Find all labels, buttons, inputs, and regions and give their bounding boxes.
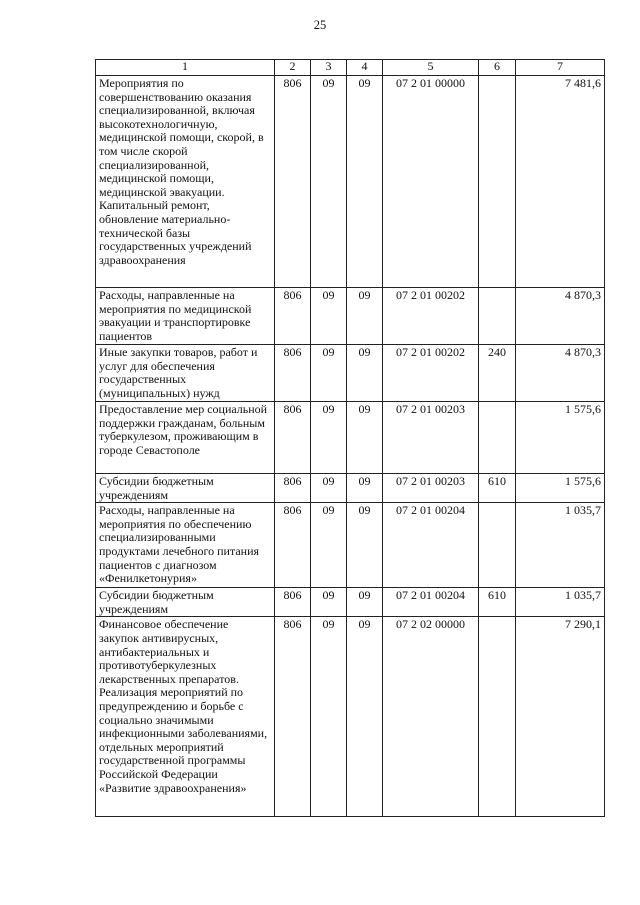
table-row bbox=[96, 402, 605, 474]
target-article: 07 2 01 00000 bbox=[383, 76, 479, 288]
amount: 4 870,3 bbox=[516, 288, 605, 345]
section-code: 09 bbox=[311, 617, 347, 817]
amount: 1 575,6 bbox=[516, 474, 605, 503]
target-article: 07 2 02 00000 bbox=[383, 617, 479, 817]
subsection-code: 09 bbox=[347, 402, 383, 474]
column-header: 4 bbox=[347, 60, 383, 76]
department-code: 806 bbox=[275, 288, 311, 345]
table-row bbox=[96, 288, 605, 345]
department-code: 806 bbox=[275, 617, 311, 817]
row-name: Субсидии бюджетным учреждениям bbox=[96, 588, 275, 617]
department-code: 806 bbox=[275, 503, 311, 588]
amount: 1 035,7 bbox=[516, 588, 605, 617]
expense-type bbox=[479, 76, 516, 288]
subsection-code: 09 bbox=[347, 474, 383, 503]
target-article: 07 2 01 00204 bbox=[383, 503, 479, 588]
budget-table bbox=[95, 59, 605, 817]
expense-type: 240 bbox=[479, 345, 516, 402]
row-name: Финансовое обеспечение закупок антивирусных, антибактериальных и противотуберкулезных лекарственных препаратов. Реализация мероприятий по предупреждению и борьбе с социально значимыми инфекционными заболеваниями, отдельных мероприятий государственной программы Российской Федерации «Развитие здравоохранения» bbox=[96, 617, 275, 817]
table-row bbox=[96, 345, 605, 402]
row-name: Мероприятия по совершенствованию оказания специализированной, включая высокотехнологичную, медицинской помощи, скорой, в том числе скорой специализированной, медицинской помощи, медицинской эвакуации. Капитальный ремонт, обновление материально-технической базы государственных учреждений здравоохранения bbox=[96, 76, 275, 288]
column-header: 3 bbox=[311, 60, 347, 76]
column-header: 2 bbox=[275, 60, 311, 76]
subsection-code: 09 bbox=[347, 345, 383, 402]
subsection-code: 09 bbox=[347, 288, 383, 345]
section-code: 09 bbox=[311, 474, 347, 503]
department-code: 806 bbox=[275, 402, 311, 474]
section-code: 09 bbox=[311, 503, 347, 588]
expense-type bbox=[479, 503, 516, 588]
table-row bbox=[96, 588, 605, 617]
row-name: Предоставление мер социальной поддержки гражданам, больным туберкулезом, проживающим в городе Севастополе bbox=[96, 402, 275, 474]
row-name: Расходы, направленные на мероприятия по обеспечению специализированными продуктами лечебного питания пациентов с диагнозом «Фенилкетонурия» bbox=[96, 503, 275, 588]
table-row bbox=[96, 503, 605, 588]
amount: 1 575,6 bbox=[516, 402, 605, 474]
column-header: 7 bbox=[516, 60, 605, 76]
target-article: 07 2 01 00203 bbox=[383, 474, 479, 503]
row-name: Субсидии бюджетным учреждениям bbox=[96, 474, 275, 503]
table-row bbox=[96, 474, 605, 503]
subsection-code: 09 bbox=[347, 76, 383, 288]
section-code: 09 bbox=[311, 76, 347, 288]
table-row bbox=[96, 617, 605, 817]
target-article: 07 2 01 00203 bbox=[383, 402, 479, 474]
expense-type: 610 bbox=[479, 474, 516, 503]
section-code: 09 bbox=[311, 288, 347, 345]
subsection-code: 09 bbox=[347, 588, 383, 617]
expense-type bbox=[479, 288, 516, 345]
department-code: 806 bbox=[275, 76, 311, 288]
column-header: 1 bbox=[96, 60, 275, 76]
column-header: 6 bbox=[479, 60, 516, 76]
section-code: 09 bbox=[311, 588, 347, 617]
page-number: 25 bbox=[313, 18, 327, 32]
amount: 7 290,1 bbox=[516, 617, 605, 817]
department-code: 806 bbox=[275, 588, 311, 617]
amount: 4 870,3 bbox=[516, 345, 605, 402]
row-name: Расходы, направленные на мероприятия по медицинской эвакуации и транспортировке пациентов bbox=[96, 288, 275, 345]
expense-type bbox=[479, 402, 516, 474]
table-row bbox=[96, 76, 605, 288]
target-article: 07 2 01 00204 bbox=[383, 588, 479, 617]
section-code: 09 bbox=[311, 345, 347, 402]
column-header: 5 bbox=[383, 60, 479, 76]
section-code: 09 bbox=[311, 402, 347, 474]
department-code: 806 bbox=[275, 345, 311, 402]
subsection-code: 09 bbox=[347, 617, 383, 817]
expense-type: 610 bbox=[479, 588, 516, 617]
amount: 1 035,7 bbox=[516, 503, 605, 588]
row-name: Иные закупки товаров, работ и услуг для обеспечения государственных (муниципальных) нужд bbox=[96, 345, 275, 402]
target-article: 07 2 01 00202 bbox=[383, 288, 479, 345]
target-article: 07 2 01 00202 bbox=[383, 345, 479, 402]
subsection-code: 09 bbox=[347, 503, 383, 588]
amount: 7 481,6 bbox=[516, 76, 605, 288]
expense-type bbox=[479, 617, 516, 817]
department-code: 806 bbox=[275, 474, 311, 503]
table-header-row bbox=[96, 60, 605, 76]
